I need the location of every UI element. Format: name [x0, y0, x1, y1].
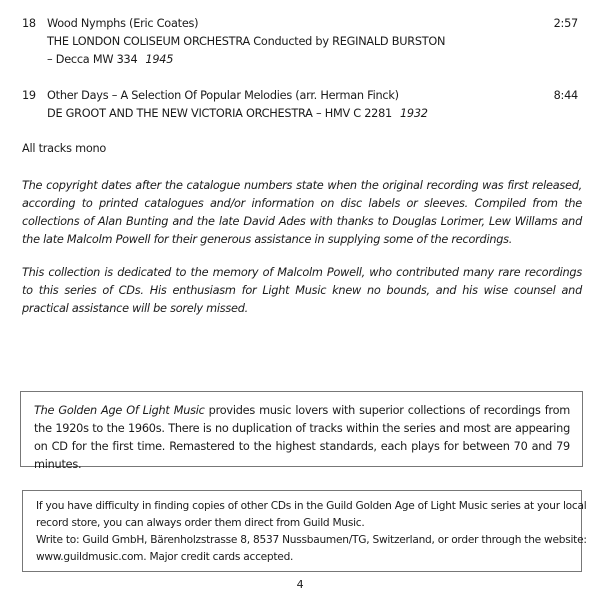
track-label: – Decca MW 334 — [47, 53, 138, 66]
series-info-box — [20, 391, 583, 471]
track-title: Other Days – A Selection Of Popular Melodies (arr. Herman Finck) — [47, 89, 399, 102]
page-number: 4 — [296, 578, 304, 591]
track-number: 19 — [22, 89, 36, 102]
order-website-line: www.guildmusic.com. Major credit cards accepted. — [36, 551, 294, 563]
order-line: If you have difficulty in finding copies of other CDs in the Guild Golden Age of Light Music series at your local — [36, 500, 587, 512]
series-title: The Golden Age Of Light Music — [34, 404, 205, 417]
track-number: 18 — [22, 17, 36, 30]
track-performer-wrap — [47, 105, 428, 123]
track-title: Wood Nymphs (Eric Coates) — [47, 17, 199, 30]
track-year: 1932 — [400, 107, 428, 120]
track-label-wrap — [47, 51, 173, 69]
track-label-line — [22, 51, 578, 69]
track-performer: THE LONDON COLISEUM ORCHESTRA Conducted by REGINALD BURSTON — [47, 35, 446, 48]
track-year: 1945 — [145, 53, 174, 66]
dedication-note: This collection is dedicated to the memory of Malcolm Powell, who contributed many rare recordings to this series of CDs. His enthusiasm for Light Music knew no bounds, and his wise counsel and practical assistance will be sorely missed. — [22, 266, 582, 315]
order-line: record store, you can always order them direct from Guild Music. — [36, 517, 365, 529]
copyright-note: The copyright dates after the catalogue numbers state when the original recording was first released, according to printed catalogues and/or information on disc labels or sleeves. Compiled from the collections of Alan Bunting and the late David Ades with thanks to Douglas Lorimer, Lew Willams and the late Malcolm Powell for their generous assistance in supplying some of the recordings. — [22, 179, 582, 246]
series-description: provides music lovers with superior collections of recordings from the 1920s to the 1960s. There is no duplication of tracks within the series and most are appearing on CD for the first time. Remastered to the highest standards, each plays for between 70 and 79 minutes. — [34, 404, 570, 471]
track-performer-line — [22, 33, 578, 51]
track-performer: DE GROOT AND THE NEW VICTORIA ORCHESTRA – HMV C 2281 — [47, 107, 392, 120]
track-listing-18 — [22, 15, 578, 69]
track-listing-19 — [22, 87, 578, 123]
order-info-box — [22, 490, 587, 572]
mono-note: All tracks mono — [22, 142, 107, 155]
track-title-line — [22, 15, 578, 33]
track-performer-line — [22, 105, 578, 123]
track-duration: 2:57 — [553, 17, 578, 30]
track-duration: 8:44 — [553, 89, 578, 102]
order-address-line: Write to: Guild GmbH, Bärenholzstrasse 8, 8537 Nussbaumen/TG, Switzerland, or order through the website: — [36, 534, 587, 546]
track-title-line — [22, 87, 578, 105]
